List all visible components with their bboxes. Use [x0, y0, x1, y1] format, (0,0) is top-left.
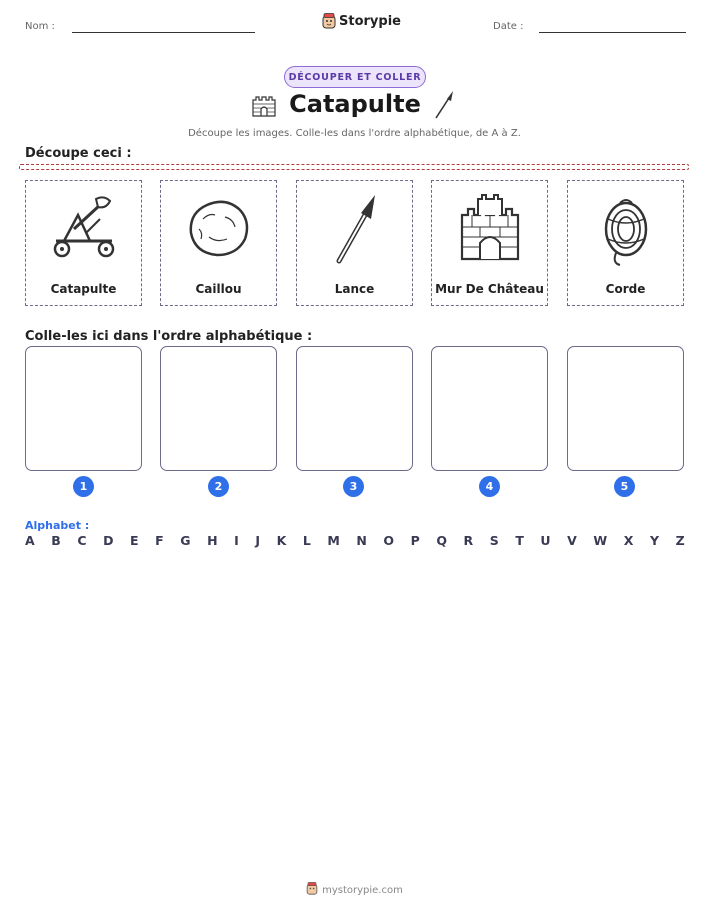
cut-card-label: Lance	[334, 282, 375, 296]
paste-box-1[interactable]	[25, 346, 142, 471]
date-line	[539, 32, 686, 33]
name-line	[72, 32, 255, 33]
alphabet-letter: E	[130, 533, 139, 548]
paste-box-5[interactable]	[567, 346, 684, 471]
spear-icon	[432, 90, 456, 120]
alphabet-letter: X	[623, 533, 634, 548]
paste-number-1: 1	[73, 476, 94, 497]
alphabet-letter: J	[255, 533, 260, 548]
brand-logo	[322, 13, 401, 29]
spear-icon	[315, 189, 395, 269]
castle-icon	[251, 92, 277, 118]
storypie-mascot-icon	[322, 13, 336, 29]
alphabet-letter: V	[567, 533, 577, 548]
alphabet-letter: N	[356, 533, 367, 548]
alphabet-letter: S	[489, 533, 499, 548]
cut-line	[19, 164, 689, 170]
alphabet-letter: I	[234, 533, 239, 548]
page-title: Catapulte	[289, 90, 421, 118]
alphabet-letter: T	[515, 533, 524, 548]
alphabet-letter: A	[25, 533, 35, 548]
cut-card-label: Catapulte	[50, 282, 117, 296]
castle-wall-icon	[450, 189, 530, 269]
cut-card-label: Corde	[605, 282, 646, 296]
paste-box-2[interactable]	[160, 346, 277, 471]
name-label: Nom :	[25, 21, 55, 32]
alphabet-letter: M	[327, 533, 340, 548]
cut-card-label: Caillou	[195, 282, 242, 296]
cut-card-corde[interactable]	[567, 180, 684, 306]
paste-number-2: 2	[208, 476, 229, 497]
rock-icon	[179, 189, 259, 269]
rope-icon	[586, 189, 666, 269]
alphabet-letter: H	[207, 533, 218, 548]
cut-card-catapulte[interactable]	[25, 180, 142, 306]
cut-section-heading: Découpe ceci :	[25, 146, 132, 161]
alphabet-letter: C	[77, 533, 87, 548]
alphabet-letter: O	[383, 533, 395, 548]
paste-box-3[interactable]	[296, 346, 413, 471]
catapult-icon	[44, 189, 124, 269]
cut-card-mur-de-chateau[interactable]	[431, 180, 548, 306]
cut-card-lance[interactable]	[296, 180, 413, 306]
paste-number-4: 4	[479, 476, 500, 497]
alphabet-letter: L	[302, 533, 311, 548]
alphabet-letter: G	[180, 533, 191, 548]
alphabet-letter: D	[103, 533, 114, 548]
footer	[0, 882, 709, 896]
alphabet-letter: F	[155, 533, 164, 548]
alphabet-letter: K	[276, 533, 287, 548]
alphabet-label: Alphabet :	[25, 519, 90, 532]
storypie-mascot-icon	[306, 882, 318, 895]
alphabet-letter: Y	[649, 533, 659, 548]
activity-badge: DÉCOUPER ET COLLER	[284, 66, 426, 88]
paste-number-5: 5	[614, 476, 635, 497]
brand-name: Storypie	[339, 13, 401, 29]
alphabet-letter: Z	[675, 533, 685, 548]
alphabet-letter: Q	[436, 533, 447, 548]
cut-card-label: Mur De Château	[435, 282, 544, 296]
alphabet-letter: B	[51, 533, 61, 548]
paste-number-3: 3	[343, 476, 364, 497]
footer-url[interactable]: mystorypie.com	[322, 885, 403, 896]
alphabet-letter: W	[593, 533, 608, 548]
date-label: Date :	[493, 21, 524, 32]
alphabet-letter: U	[540, 533, 551, 548]
instructions: Découpe les images. Colle-les dans l'ordre alphabétique, de A à Z.	[188, 128, 521, 139]
alphabet-row	[25, 533, 685, 548]
paste-section-heading: Colle-les ici dans l'ordre alphabétique :	[25, 329, 313, 344]
alphabet-letter: P	[410, 533, 420, 548]
paste-box-4[interactable]	[431, 346, 548, 471]
alphabet-letter: R	[463, 533, 474, 548]
cut-card-caillou[interactable]	[160, 180, 277, 306]
